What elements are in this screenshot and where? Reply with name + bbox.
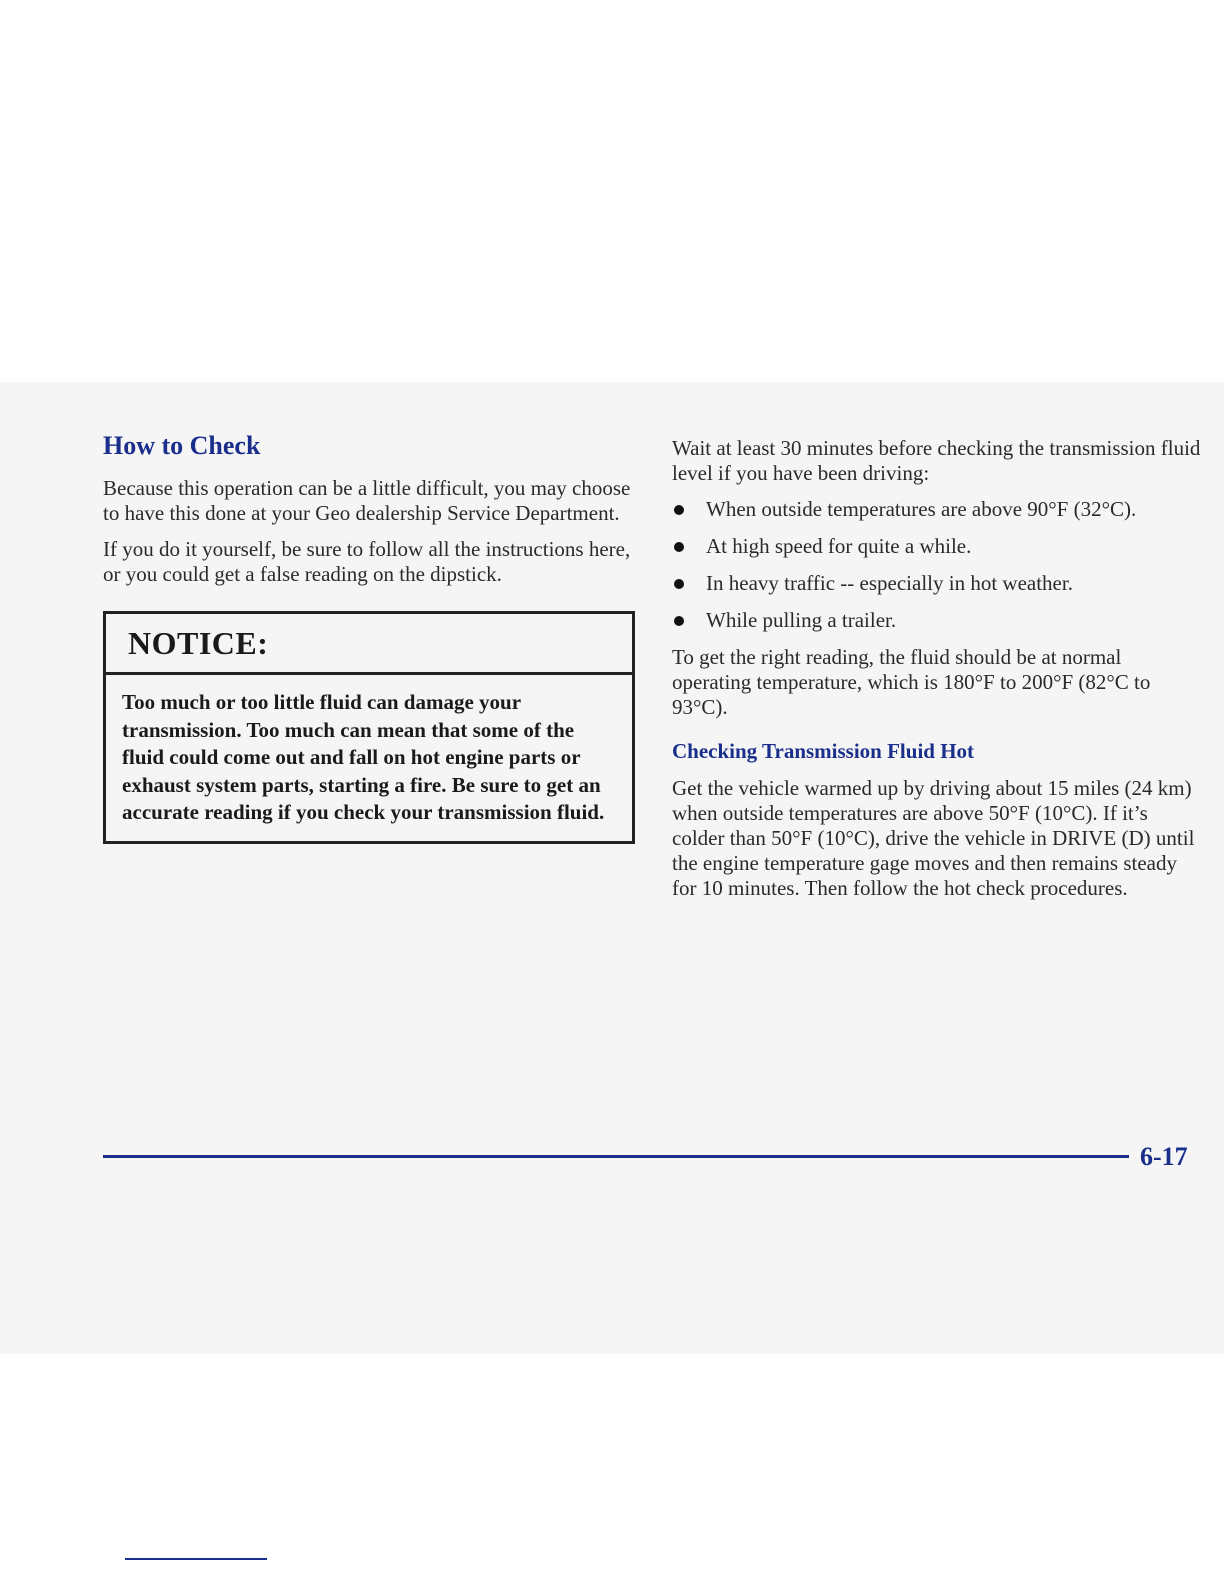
hot-check-paragraph: Get the vehicle warmed up by driving about 15 miles (24 km) when outside temperatures are above 50°F (10°C). If it’s colder than 50°F (10°C), drive the vehicle in DRIVE (D) until the engine temperature gage moves and then remains steady for 10 minutes. Then follow the hot check procedures.	[672, 776, 1195, 900]
section-title: How to Check	[103, 431, 261, 460]
subsection-title: Checking Transmission Fluid Hot	[672, 739, 975, 763]
temperature-paragraph: To get the right reading, the fluid should be at normal operating temperature, which is 180°F to 200°F (82°C to 93°C).	[672, 645, 1151, 719]
notice-text: Too much or too little fluid can damage your transmission. Too much can mean that some of the fluid could come out and fall on hot engine parts or exhaust system parts, starting a fire. Be sure to get an accurate reading if you check your transmission fluid.	[122, 690, 605, 824]
list-item	[672, 608, 1202, 633]
list-item-text: At high speed for quite a while.	[706, 534, 972, 558]
bullet-icon	[674, 542, 684, 552]
bullet-icon	[674, 505, 684, 515]
bullet-icon	[674, 579, 684, 589]
intro-paragraph: Because this operation can be a little difficult, you may choose to have this done at your Geo dealership Service Department.	[103, 476, 631, 525]
footer-rule	[103, 1155, 1129, 1158]
notice-box	[103, 611, 635, 844]
list-item-text: When outside temperatures are above 90°F (32°C).	[706, 497, 1137, 521]
right-column	[672, 436, 1202, 912]
notice-header	[106, 614, 632, 675]
list-item	[672, 534, 1202, 559]
instructions-paragraph: If you do it yourself, be sure to follow all the instructions here, or you could get a false reading on the dipstick.	[103, 537, 631, 586]
list-item	[672, 571, 1202, 596]
bottom-rule	[125, 1558, 267, 1560]
list-item-text: In heavy traffic -- especially in hot weather.	[706, 571, 1073, 595]
wait-paragraph: Wait at least 30 minutes before checking the transmission fluid level if you have been driving:	[672, 436, 1201, 485]
notice-label: NOTICE:	[128, 624, 269, 661]
bullet-icon	[674, 616, 684, 626]
page-number: 6-17	[1140, 1142, 1188, 1171]
list-item	[672, 497, 1202, 522]
conditions-list	[672, 497, 1202, 633]
list-item-text: While pulling a trailer.	[706, 608, 897, 632]
left-column	[103, 430, 633, 844]
